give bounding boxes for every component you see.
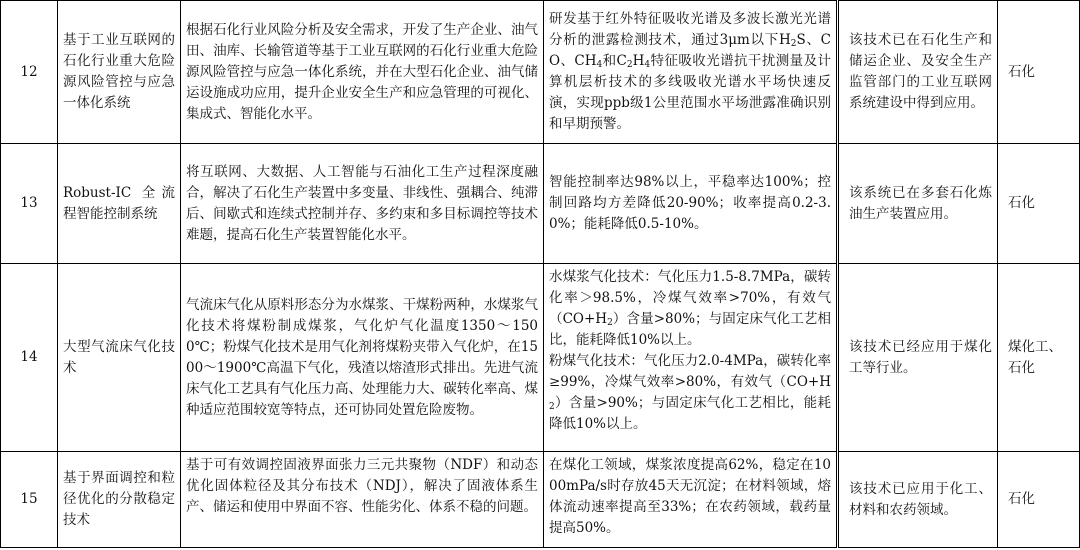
indicators-water-coal-slurry: 水煤浆气化技术：气化压力1.5-8.7MPa，碳转化率＞98.5%，冷煤气效率>70%，有效气$(CO+H_2)$含量>80%；与固定床气化工艺相比，能耗降低10%以上。 [549,269,831,348]
table-row [1,144,1080,264]
industry: 石化 [998,144,1080,264]
technology-description: 基于可有效调控固液界面张力三元共聚物（NDF）和动态优化固体粒径及其分布技术（NDJ），解决了固液体系生产、储运和使用中界面不容、性能劣化、体系不稳的问题。 [181,452,544,548]
technology-name: 大型气流床气化技术 [58,264,181,452]
technology-name: 基于界面调控和粒径优化的分散稳定技术 [58,452,181,548]
application-status: 该技术已应用于化工、材料和农药领域。 [838,452,998,548]
technology-name: Robust-IC 全流程智能控制系统 [58,144,181,264]
application-status: 该系统已在多套石化炼油生产装置应用。 [838,144,998,264]
indicators-pulverized-coal: 粉煤气化技术：气化压力2.0-4MPa，碳转化率≥99%，冷煤气效率>80%，有效气$(CO+H_2)$含量>90%；与固定床气化工艺相比，能耗降低10%以上。 [549,353,831,432]
industry: 石化 [998,1,1080,144]
application-status: 该技术已经应用于煤化工等行业。 [838,264,998,452]
technology-name: 基于工业互联网的石化行业重大危险源风险管控与应急一体化系统 [58,1,181,144]
table-row [1,264,1080,452]
row-number: 14 [1,264,58,452]
table-row [1,1,1080,144]
technical-indicators: 在煤化工领域，煤浆浓度提高62%，稳定在1000mPa/s时存放45天无沉淀；在材料领域，熔体流动速率提高至33%；在农药领域，载药量提高50%。 [544,452,838,548]
technology-description: 根据石化行业风险分析及安全需求，开发了生产企业、油气田、油库、长输管道等基于工业互联网的石化行业重大危险源风险管控与应急一体化系统，并在大型石化企业、油气储运设施成功应用，提升企业安全生产和应急管理的可视化、集成式、智能化水平。 [181,1,544,144]
technology-description: 气流床气化从原料形态分为水煤浆、干煤粉两种，水煤浆气化技术将煤粉制成煤浆，气化炉气化温度1350～1500℃；粉煤气化技术是用气化剂将煤粉夹带入气化炉，在1500～1900℃高温下气化，残渣以熔渣形式排出。先进气流床气化工艺具有气化压力高、处理能力大、碳转化率高、煤种适应范围较宽等特点，还可协同处置危险废物。 [181,264,544,452]
application-status: 该技术已在石化生产和储运企业、及安全生产监管部门的工业互联网系统建设中得到应用。 [838,1,998,144]
table-row [1,452,1080,548]
industry: 煤化工、石化 [998,264,1080,452]
industry: 石化 [998,452,1080,548]
technology-description: 将互联网、大数据、人工智能与石油化工生产过程深度融合，解决了石化生产装置中多变量、非线性、强耦合、纯滞后、间歇式和连续式控制并存、多约束和多目标调控等技术难题，提高石化生产装置智能化水平。 [181,144,544,264]
row-number: 12 [1,1,58,144]
technical-indicators [544,264,838,452]
technical-indicators: 智能控制率达98%以上，平稳率达100%；控制回路均方差降低20-90%；收率提高0.2-3.0%；能耗降低0.5-10%。 [544,144,838,264]
row-number: 13 [1,144,58,264]
row-number: 15 [1,452,58,548]
technical-indicators: 研发基于红外特征吸收光谱及多波长激光光谱分析的泄露检测技术，通过3μm以下$H_2S$、CO、$CH_4$和$C_2H_4$特征吸收光谱抗干扰测量及计算机层析技术的多线吸收光谱水平场快速反演，实现ppb级1公里范围水平场泄露准确识别和早期预警。 [544,1,838,144]
